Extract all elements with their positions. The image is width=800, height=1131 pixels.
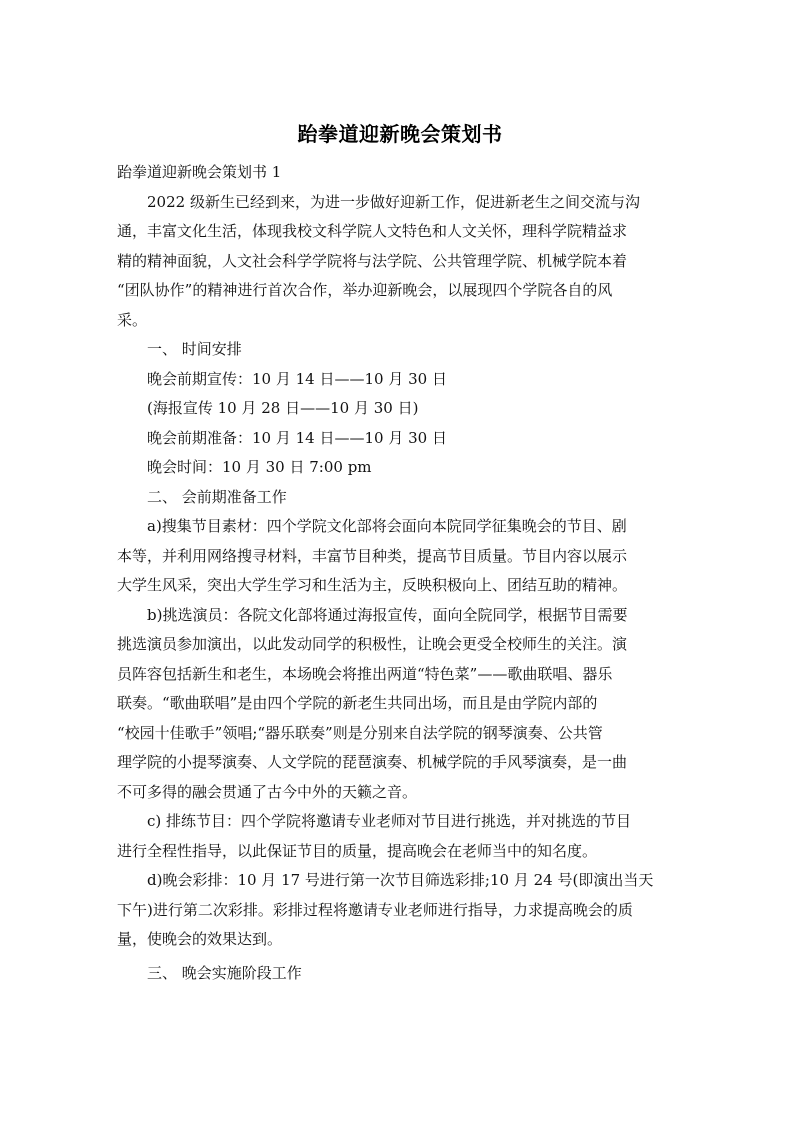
- paragraph-line: “团队协作”的精神进行首次合作，举办迎新晚会，以展现四个学院各自的风: [117, 281, 613, 299]
- paragraph-line: 挑选演员参加演出，以此发动同学的积极性，让晚会更受全校师生的关注。演: [117, 635, 628, 653]
- paragraph-line: c) 排练节目：四个学院将邀请专业老师对节目进行挑选，并对挑选的节目: [147, 812, 632, 830]
- document-subtitle: 跆拳道迎新晚会策划书 1: [117, 163, 282, 181]
- paragraph-line: “校园十佳歌手”领唱;“器乐联奏”则是分别来自法学院的钢琴演奏、公共管: [117, 723, 603, 742]
- paragraph-line: b)挑选演员：各院文化部将通过海报宣传，面向全院同学，根据节目需要: [147, 605, 628, 624]
- section-heading: 二、 会前期准备工作: [147, 487, 287, 506]
- paragraph-line: 2022 级新生已经到来，为进一步做好迎新工作，促进新老生之间交流与沟: [147, 192, 640, 211]
- paragraph-line: 员阵容包括新生和老生，本场晚会将推出两道“特色菜”——歌曲联唱、器乐: [117, 664, 613, 683]
- paragraph-line: 通，丰富文化生活，体现我校文科学院人文特色和人文关怀，理科学院精益求: [117, 222, 628, 240]
- paragraph-line: 精的精神面貌，人文社会科学学院将与法学院、公共管理学院、机械学院本着: [117, 251, 628, 270]
- section-heading: 一、 时间安排: [147, 340, 242, 358]
- paragraph-line: 晚会前期宣传：10 月 14 日——10 月 30 日: [147, 369, 447, 388]
- paragraph-line: a)搜集节目素材：四个学院文化部将会面向本院同学征集晚会的节目、剧: [147, 517, 627, 535]
- section-heading: 三、 晚会实施阶段工作: [147, 963, 302, 982]
- paragraph-line: 大学生风采，突出大学生学习和生活为主，反映积极向上、团结互助的精神。: [117, 576, 628, 594]
- paragraph-line: 进行全程性指导，以此保证节目的质量，提高晚会在老师当中的知名度。: [117, 841, 598, 860]
- paragraph-line: (海报宣传 10 月 28 日——10 月 30 日): [147, 399, 419, 417]
- paragraph-line: 联奏。“歌曲联唱”是由四个学院的新老生共同出场，而且是由学院内部的: [117, 694, 598, 712]
- paragraph-line: 晚会前期准备：10 月 14 日——10 月 30 日: [147, 428, 447, 447]
- paragraph-line: 采。: [117, 310, 148, 329]
- paragraph-line: 不可多得的融会贯通了古今中外的天籁之音。: [117, 782, 418, 801]
- paragraph-line: 理学院的小提琴演奏、人文学院的琵琶演奏、机械学院的手风琴演奏，是一曲: [117, 753, 628, 771]
- document-body: [117, 158, 687, 988]
- paragraph-line: 下午)进行第二次彩排。彩排过程将邀请专业老师进行指导，力求提高晚会的质: [117, 900, 633, 919]
- paragraph-line: 量，使晚会的效果达到。: [117, 930, 283, 948]
- paragraph-line: 本等，并利用网络搜寻材料，丰富节目种类，提高节目质量。节目内容以展示: [117, 546, 628, 565]
- document-title: 跆拳道迎新晚会策划书: [297, 122, 503, 146]
- paragraph-line: 晚会时间：10 月 30 日 7:00 pm: [147, 458, 372, 476]
- paragraph-line: d)晚会彩排：10 月 17 号进行第一次节目筛选彩排;10 月 24 号(即演出当天: [147, 871, 654, 889]
